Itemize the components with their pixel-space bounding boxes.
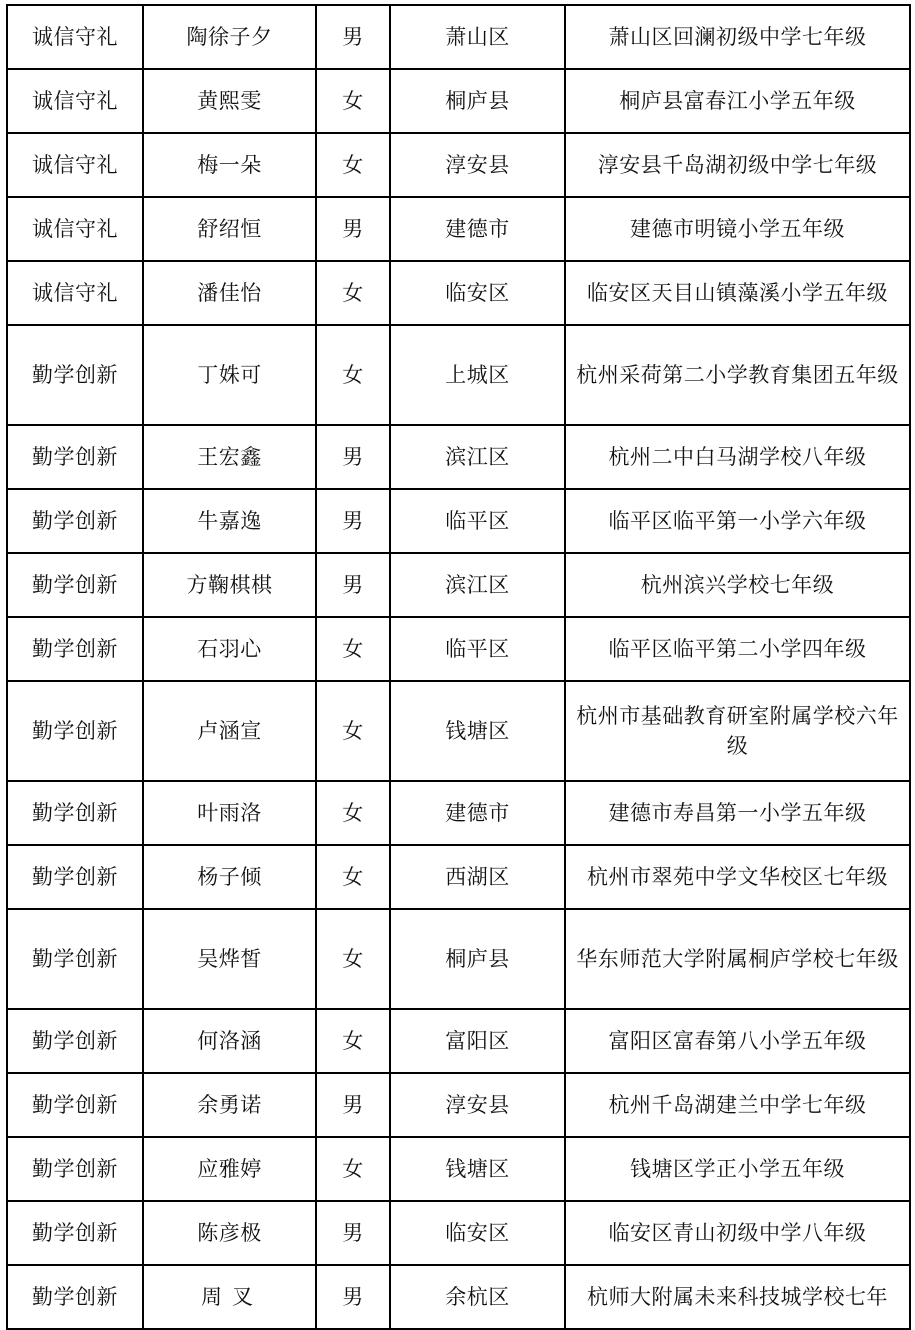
table-row [7, 845, 910, 909]
cell-category: 勤学创新 [7, 1265, 143, 1329]
cell-district: 富阳区 [390, 1009, 565, 1073]
cell-school: 杭州千岛湖建兰中学七年级 [565, 1073, 910, 1137]
cell-gender: 女 [316, 909, 390, 1009]
cell-school: 桐庐县富春江小学五年级 [565, 69, 910, 133]
cell-name: 陶徐子夕 [143, 5, 316, 69]
cell-category: 勤学创新 [7, 909, 143, 1009]
table-row [7, 681, 910, 781]
cell-category: 勤学创新 [7, 489, 143, 553]
cell-gender: 男 [316, 1073, 390, 1137]
cell-district: 临平区 [390, 489, 565, 553]
cell-district: 建德市 [390, 197, 565, 261]
cell-name: 黄熙雯 [143, 69, 316, 133]
cell-school: 富阳区富春第八小学五年级 [565, 1009, 910, 1073]
cell-gender: 男 [316, 197, 390, 261]
cell-school: 杭州市基础教育研室附属学校六年级 [565, 681, 910, 781]
cell-name: 石羽心 [143, 617, 316, 681]
cell-school: 钱塘区学正小学五年级 [565, 1137, 910, 1201]
table-row [7, 553, 910, 617]
roster-table-body [7, 5, 910, 1329]
cell-school: 临平区临平第一小学六年级 [565, 489, 910, 553]
cell-school: 淳安县千岛湖初级中学七年级 [565, 133, 910, 197]
cell-district: 钱塘区 [390, 1137, 565, 1201]
cell-district: 余杭区 [390, 1265, 565, 1329]
cell-school: 杭州滨兴学校七年级 [565, 553, 910, 617]
cell-school: 杭州采荷第二小学教育集团五年级 [565, 325, 910, 425]
cell-name: 丁姝可 [143, 325, 316, 425]
cell-name-text: 周叉 [201, 1284, 263, 1309]
cell-gender: 女 [316, 845, 390, 909]
cell-district: 淳安县 [390, 1073, 565, 1137]
cell-gender: 男 [316, 1201, 390, 1265]
cell-gender: 女 [316, 325, 390, 425]
cell-district: 萧山区 [390, 5, 565, 69]
cell-gender: 女 [316, 69, 390, 133]
cell-gender: 男 [316, 553, 390, 617]
cell-school: 临安区青山初级中学八年级 [565, 1201, 910, 1265]
cell-district: 滨江区 [390, 553, 565, 617]
cell-name: 何洛涵 [143, 1009, 316, 1073]
cell-gender: 女 [316, 1009, 390, 1073]
cell-gender: 女 [316, 1137, 390, 1201]
cell-name: 牛嘉逸 [143, 489, 316, 553]
cell-category: 勤学创新 [7, 681, 143, 781]
roster-table [6, 4, 911, 1330]
cell-name: 余勇诺 [143, 1073, 316, 1137]
cell-category: 勤学创新 [7, 325, 143, 425]
cell-category: 勤学创新 [7, 1009, 143, 1073]
cell-category: 勤学创新 [7, 845, 143, 909]
cell-name: 吴烨皙 [143, 909, 316, 1009]
cell-name [143, 1265, 316, 1329]
cell-district: 上城区 [390, 325, 565, 425]
cell-name: 方鞠棋棋 [143, 553, 316, 617]
cell-district: 临安区 [390, 1201, 565, 1265]
cell-category: 勤学创新 [7, 1201, 143, 1265]
cell-name: 梅一朵 [143, 133, 316, 197]
cell-category: 勤学创新 [7, 553, 143, 617]
cell-category: 勤学创新 [7, 617, 143, 681]
cell-category: 诚信守礼 [7, 69, 143, 133]
cell-category: 诚信守礼 [7, 261, 143, 325]
cell-name: 王宏鑫 [143, 425, 316, 489]
table-row [7, 909, 910, 1009]
table-row [7, 1137, 910, 1201]
cell-category: 勤学创新 [7, 1073, 143, 1137]
cell-school: 临安区天目山镇藻溪小学五年级 [565, 261, 910, 325]
cell-school: 萧山区回澜初级中学七年级 [565, 5, 910, 69]
cell-school: 杭师大附属未来科技城学校七年 [565, 1265, 910, 1329]
table-row [7, 133, 910, 197]
cell-gender: 女 [316, 681, 390, 781]
cell-district: 滨江区 [390, 425, 565, 489]
cell-district: 桐庐县 [390, 909, 565, 1009]
cell-district: 钱塘区 [390, 681, 565, 781]
cell-name: 舒绍恒 [143, 197, 316, 261]
table-row [7, 425, 910, 489]
cell-gender: 女 [316, 133, 390, 197]
cell-category: 诚信守礼 [7, 5, 143, 69]
cell-school: 杭州二中白马湖学校八年级 [565, 425, 910, 489]
cell-name: 应雅婷 [143, 1137, 316, 1201]
table-row [7, 69, 910, 133]
cell-name: 叶雨洛 [143, 781, 316, 845]
table-row [7, 197, 910, 261]
cell-name: 杨子倾 [143, 845, 316, 909]
cell-district: 临平区 [390, 617, 565, 681]
cell-district: 临安区 [390, 261, 565, 325]
cell-category: 勤学创新 [7, 781, 143, 845]
table-row [7, 1201, 910, 1265]
cell-category: 勤学创新 [7, 425, 143, 489]
cell-category: 诚信守礼 [7, 133, 143, 197]
cell-gender: 男 [316, 425, 390, 489]
cell-gender: 女 [316, 261, 390, 325]
cell-gender: 男 [316, 1265, 390, 1329]
cell-category: 勤学创新 [7, 1137, 143, 1201]
cell-gender: 女 [316, 781, 390, 845]
table-row [7, 1073, 910, 1137]
cell-district: 桐庐县 [390, 69, 565, 133]
cell-name: 潘佳怡 [143, 261, 316, 325]
cell-gender: 女 [316, 617, 390, 681]
cell-category: 诚信守礼 [7, 197, 143, 261]
table-row [7, 781, 910, 845]
cell-district: 西湖区 [390, 845, 565, 909]
cell-school: 华东师范大学附属桐庐学校七年级 [565, 909, 910, 1009]
cell-school: 杭州市翠苑中学文华校区七年级 [565, 845, 910, 909]
cell-school: 建德市寿昌第一小学五年级 [565, 781, 910, 845]
table-row [7, 617, 910, 681]
cell-gender: 男 [316, 489, 390, 553]
cell-district: 淳安县 [390, 133, 565, 197]
table-row [7, 325, 910, 425]
cell-name: 陈彦极 [143, 1201, 316, 1265]
cell-name: 卢涵宣 [143, 681, 316, 781]
cell-school: 临平区临平第二小学四年级 [565, 617, 910, 681]
table-row [7, 5, 910, 69]
table-row [7, 489, 910, 553]
table-row [7, 1265, 910, 1329]
cell-gender: 男 [316, 5, 390, 69]
cell-school: 建德市明镜小学五年级 [565, 197, 910, 261]
table-row [7, 261, 910, 325]
cell-district: 建德市 [390, 781, 565, 845]
table-row [7, 1009, 910, 1073]
